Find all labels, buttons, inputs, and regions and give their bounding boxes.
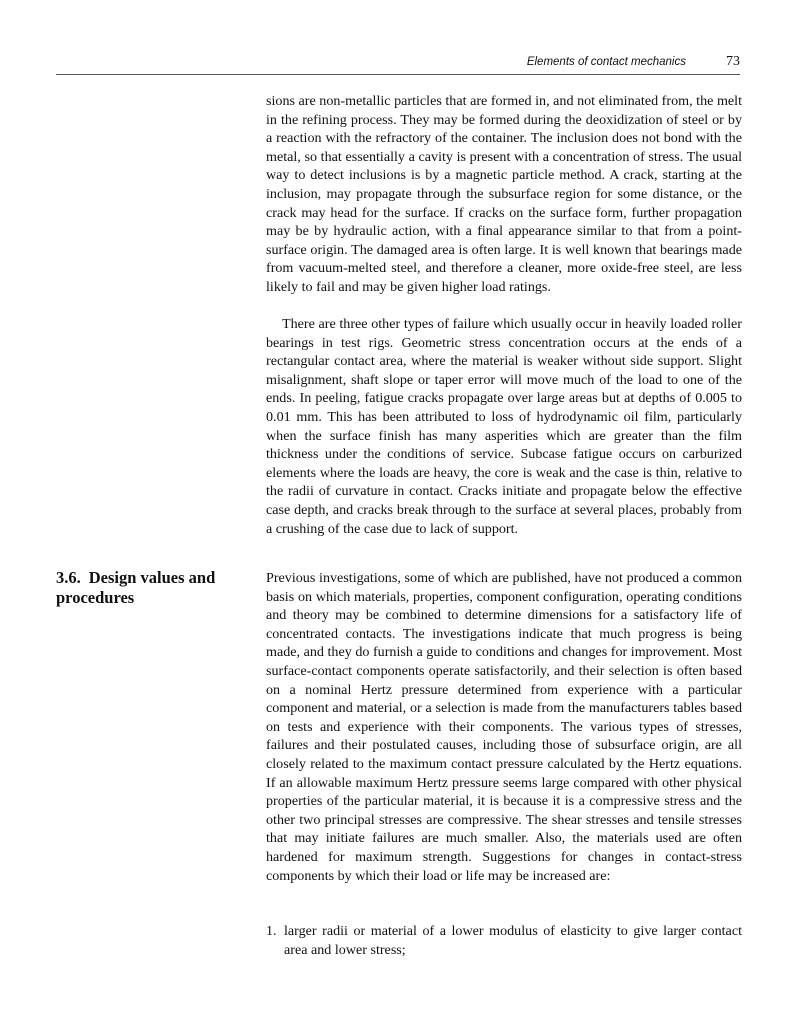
paragraph-other-failures: There are three other types of failure which usually occur in heavily loaded roller bearings in test rigs. Geometric stress concentration occurs at the ends of a rectangular contact area, where the material is weaker without side support. Slight misalignment, shaft slope or taper error will move much of the load to one of the ends. In peeling, fatigue cracks propagate over large areas but at depths of 0.005 to 0.01 mm. This has been attributed to loss of hydrodynamic oil film, particularly when the surface finish has many asperities which are greater than the film thickness under the conditions of service. Subcase fatigue occurs on carburized elements where the loads are heavy, the core is weak and the case is thin, relative to the radii of curvature in contact. Cracks initiate and propagate below the effective case depth, and cracks break through to the surface at several places, probably from a crushing of the case due to lack of support. — [266, 316, 742, 537]
running-title: Elements of contact mechanics — [526, 56, 686, 68]
paragraph-inclusions: sions are non-metallic particles that are formed in, and not eliminated from, the melt in the refining process. They may be formed during the deoxidization of steel or by a reaction with the refractory of the container. The inclusion does not bond with the metal, so that essentially a cavity is present with a concentration of stress. The usual way to detect inclusions is by a magnetic particle method. A crack, starting at the inclusion, may propagate through the subsurface region for some distance, or the crack may head for the surface. If cracks on the surface form, further propagation may be by hydraulic action, with a final appearance similar to that from a point-surface origin. The damaged area is often large. It is well known that bearings made from vacuum-melted steel, and therefore a cleaner, more oxide-free steel, are less likely to fail and may be given higher load ratings. — [266, 93, 742, 295]
list-item-text: larger radii or material of a lower modulus of elasticity to give larger contact area and lower stress; — [284, 923, 742, 958]
list-item-marker: 1. — [266, 923, 277, 939]
page-number: 73 — [726, 54, 740, 69]
section-heading — [56, 568, 256, 608]
section-number: 3.6. — [56, 568, 81, 587]
running-header — [56, 54, 740, 74]
list-item — [266, 922, 742, 959]
paragraph-design-values: Previous investigations, some of which are published, have not produced a common basis on which materials, properties, component configuration, operating conditions and theory may be combined to determine dimensions for a satisfactory life of concentrated contacts. The investigations indicate that much progress is being made, and they do furnish a guide to conditions and changes for improvement. Most surface-contact components operate satisfactorily, and their selection is often based on a nominal Hertz pressure determined from experience with a particular component and material, or a selection is made from the manufacturers tables based on tests and experience with their components. The various types of stresses, failures and their postulated causes, including those of subsurface origin, are all closely related to the maximum contact pressure calculated by the Hertz equations. If an allowable maximum Hertz pressure seems large compared with other physical properties of the particular material, it is because it is a compressive stress and the other two principal stresses are compressive. The shear stresses and tensile stresses that may initiate failures are much smaller. Also, the materials used are often hardened for maximum strength. Suggestions for changes in contact-stress components by which their load or life may be increased are: — [266, 570, 742, 884]
header-divider — [56, 74, 740, 75]
section-title: Design values and procedures — [56, 568, 216, 607]
suggestions-list — [266, 922, 742, 959]
